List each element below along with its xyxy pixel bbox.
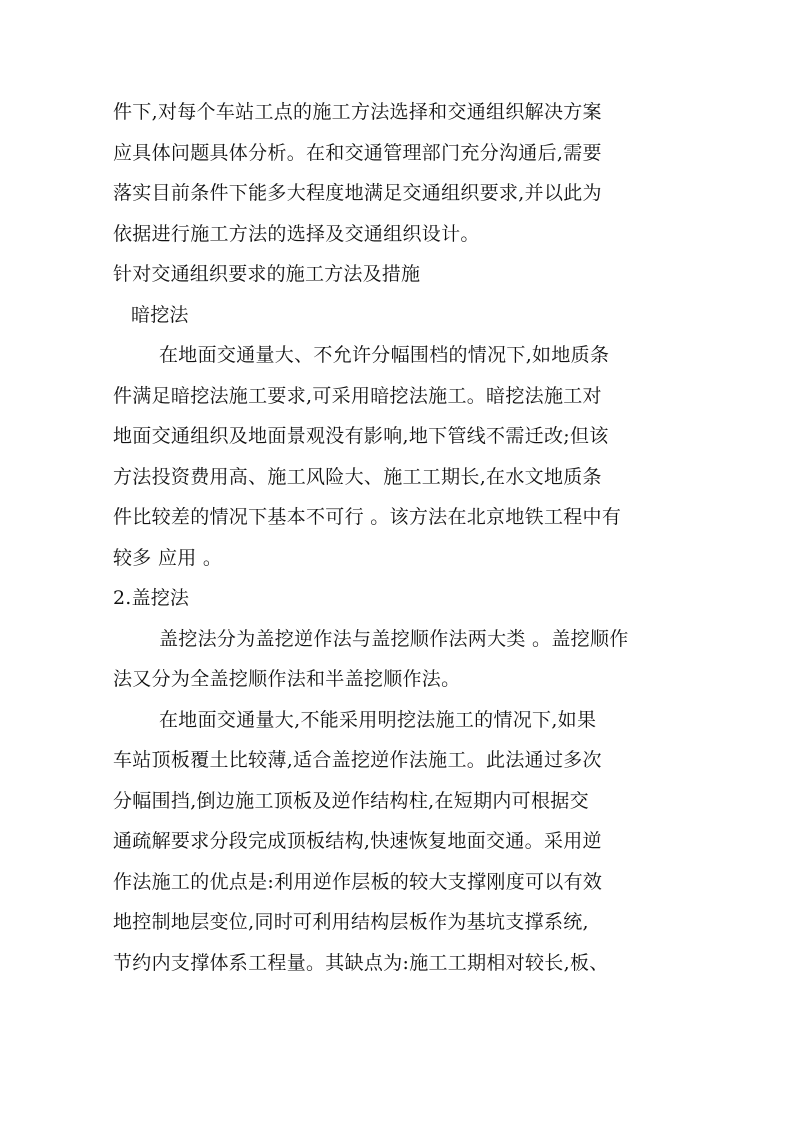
paragraph-line: 盖挖法分为盖挖逆作法与盖挖顺作法两大类 。盖挖顺作 <box>159 627 629 650</box>
paragraph-line: 件下,对每个车站工点的施工方法选择和交通组织解决方案 <box>113 101 602 123</box>
paragraph-line: 法又分为全盖挖顺作法和半盖挖顺作法。 <box>113 668 461 690</box>
paragraph-line: 件满足暗挖法施工要求,可采用暗挖法施工。暗挖法施工对 <box>113 384 602 407</box>
subsection-heading-gaiwa: 2.盖挖法 <box>113 587 190 609</box>
paragraph-line: 地控制地层变位,同时可利用结构层板作为基坑支撑系统, <box>113 911 589 933</box>
paragraph-line: 方法投资费用高、施工风险大、施工工期长,在水文地质条 <box>113 465 602 488</box>
paragraph-line: 件比较差的情况下基本不可行 。该方法在北京地铁工程中有 <box>113 506 622 528</box>
paragraph-line: 节约内支撑体系工程量。其缺点为:施工工期相对较长,板、 <box>113 951 609 974</box>
section-heading: 针对交通组织要求的施工方法及措施 <box>113 263 421 285</box>
paragraph-line: 作法施工的优点是:利用逆作层板的较大支撑刚度可以有效 <box>113 870 603 893</box>
paragraph-line: 在地面交通量大、不允许分幅围档的情况下,如地质条 <box>159 344 610 366</box>
subsection-heading-anwa: 暗挖法 <box>131 303 189 326</box>
paragraph-line: 落实目前条件下能多大程度地满足交通组织要求,并以此为 <box>113 182 602 204</box>
paragraph-line: 车站顶板覆土比较薄,适合盖挖逆作法施工。此法通过多次 <box>113 749 602 771</box>
paragraph-line: 依据进行施工方法的选择及交通组织设计。 <box>113 222 480 245</box>
paragraph-line: 在地面交通量大,不能采用明挖法施工的情况下,如果 <box>159 708 597 731</box>
paragraph-line: 应具体问题具体分析。在和交通管理部门充分沟通后,需要 <box>113 141 602 164</box>
paragraph-line: 地面交通组织及地面景观没有影响,地下管线不需迁改;但该 <box>113 425 609 447</box>
paragraph-line: 较多 应用 。 <box>113 546 223 569</box>
document-body <box>113 92 688 983</box>
paragraph-line: 分幅围挡,倒边施工顶板及逆作结构柱,在短期内可根据交 <box>113 789 589 812</box>
paragraph-line: 通疏解要求分段完成顶板结构,快速恢复地面交通。采用逆 <box>113 830 602 852</box>
